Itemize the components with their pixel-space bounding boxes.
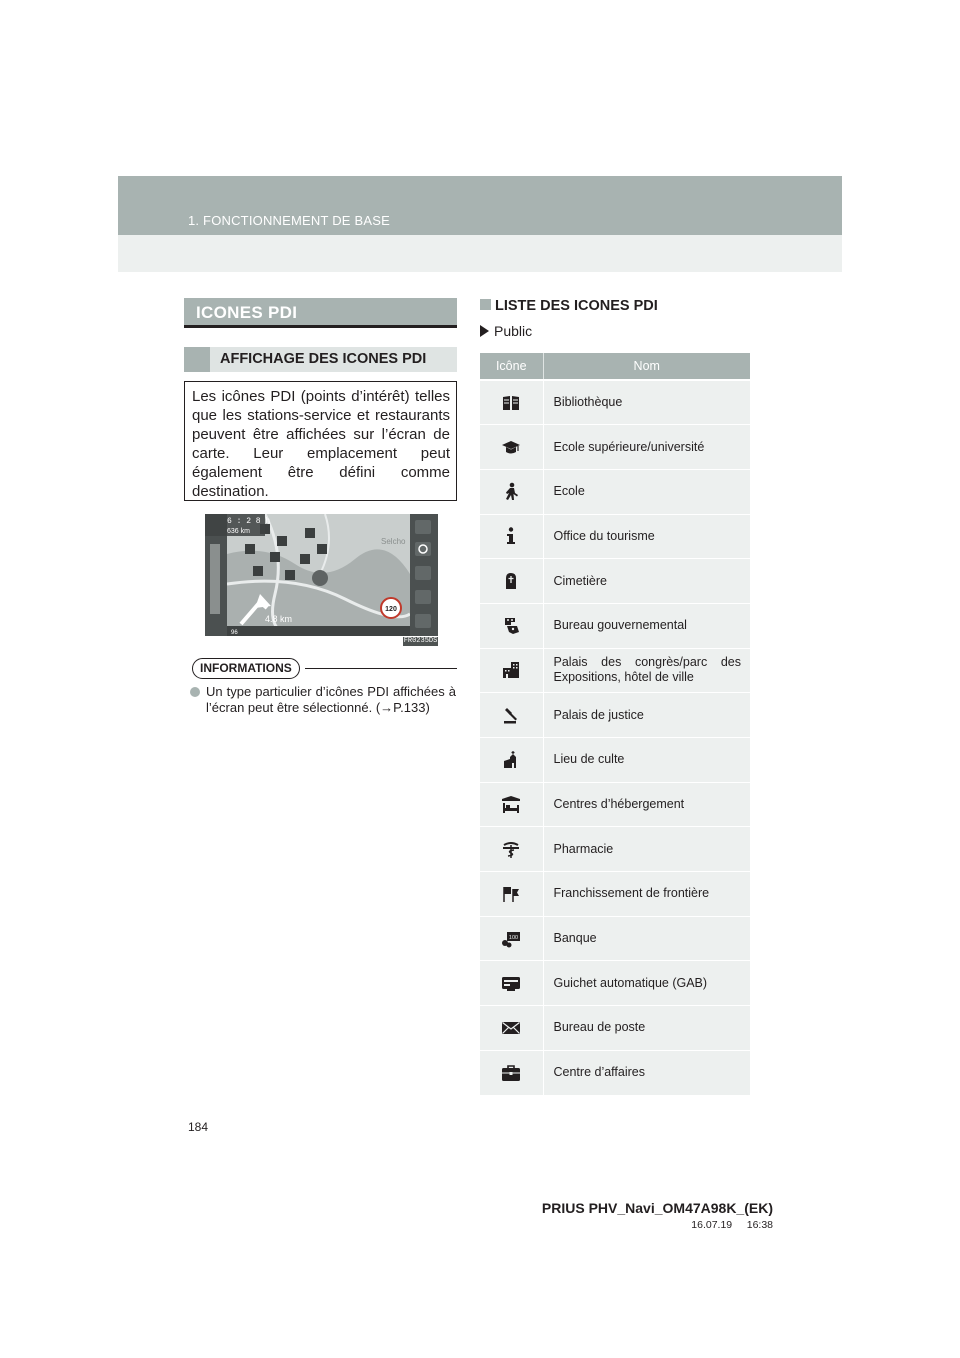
svg-text:4.8 km: 4.8 km <box>265 614 293 624</box>
info-badge: INFORMATIONS <box>192 658 300 679</box>
poi-name: Pharmacie <box>543 827 750 872</box>
svg-text:100: 100 <box>509 934 519 941</box>
government-building-icon <box>501 616 521 636</box>
bullet-icon <box>190 687 200 697</box>
intro-text: Les icônes PDI (points d’intérêt) telles que les stations-service et restaurants peuvent être affichées sur l’écran de carte. Leur emplacement peut également être défini comme destination. <box>192 388 450 500</box>
column-header-name: Nom <box>543 353 750 380</box>
city-hall-icon <box>501 660 521 680</box>
square-bullet-icon <box>480 299 491 310</box>
table-header-row <box>480 353 750 380</box>
svg-text:636 km: 636 km <box>227 528 250 535</box>
poi-name: Ecole <box>543 469 750 514</box>
svg-text:120: 120 <box>385 606 397 613</box>
poi-name: Palais des congrès/parc des Expositions, hôtel de ville <box>543 648 750 693</box>
poi-name: Office du tourisme <box>543 514 750 559</box>
poi-name: Bureau de poste <box>543 1006 750 1051</box>
church-icon <box>501 750 521 770</box>
map-illustration <box>205 514 438 636</box>
list-title: LISTE DES ICONES PDI <box>480 298 658 314</box>
poi-name: Palais de justice <box>543 693 750 738</box>
subsection-title: AFFICHAGE DES ICONES PDI <box>184 347 457 372</box>
pharmacy-icon <box>501 839 521 859</box>
table-row <box>480 603 750 648</box>
table-row <box>480 916 750 961</box>
section-title: ICONES PDI <box>184 298 457 328</box>
info-icon <box>501 526 521 546</box>
svg-text:6 : 2 8 h: 6 : 2 8 h <box>227 517 271 526</box>
table-row <box>480 469 750 514</box>
svg-text:96: 96 <box>231 630 238 636</box>
subsection-marker <box>184 347 210 372</box>
poi-table <box>480 353 750 1095</box>
table-row <box>480 693 750 738</box>
poi-name: Cimetière <box>543 559 750 604</box>
poi-name: Franchissement de frontière <box>543 872 750 917</box>
bank-notes-icon <box>501 929 521 949</box>
figure-code: FR0235DS <box>403 637 438 645</box>
info-item <box>190 684 456 716</box>
poi-name: Lieu de culte <box>543 738 750 783</box>
atm-icon <box>501 973 521 993</box>
table-row <box>480 827 750 872</box>
table-row <box>480 514 750 559</box>
triangle-bullet-icon <box>480 325 489 337</box>
table-row <box>480 738 750 783</box>
svg-text:Selcho: Selcho <box>381 537 406 546</box>
poi-name: Banque <box>543 916 750 961</box>
table-row <box>480 961 750 1006</box>
category-label: Public <box>480 323 532 339</box>
envelope-icon <box>501 1018 521 1038</box>
bed-icon <box>501 795 521 815</box>
walking-child-icon <box>501 482 521 502</box>
table-row <box>480 782 750 827</box>
column-header-icon: Icône <box>480 353 543 380</box>
map-screenshot <box>205 514 438 636</box>
poi-name: Centres d’hébergement <box>543 782 750 827</box>
poi-name: Ecole supérieure/université <box>543 425 750 470</box>
table-row <box>480 380 750 425</box>
gavel-icon <box>501 705 521 725</box>
page-number: 184 <box>188 1120 209 1134</box>
border-flags-icon <box>501 884 521 904</box>
info-divider <box>305 668 457 669</box>
document-timestamp: 16.07.19 16:38 <box>691 1219 773 1231</box>
briefcase-icon <box>501 1063 521 1083</box>
table-row <box>480 1006 750 1051</box>
table-row <box>480 559 750 604</box>
tombstone-icon <box>501 571 521 591</box>
poi-name: Centre d’affaires <box>543 1050 750 1095</box>
intro-box <box>184 381 457 501</box>
document-id: PRIUS PHV_Navi_OM47A98K_(EK) <box>541 1200 773 1216</box>
poi-name: Bureau gouvernemental <box>543 603 750 648</box>
poi-name: Bibliothèque <box>543 380 750 425</box>
table-row <box>480 1050 750 1095</box>
table-row <box>480 648 750 693</box>
table-row <box>480 872 750 917</box>
book-icon <box>501 393 521 413</box>
info-text: Un type particulier d’icônes PDI affichées à l’écran peut être sélectionné. (→P.133) <box>206 684 456 715</box>
poi-name: Guichet automatique (GAB) <box>543 961 750 1006</box>
table-row <box>480 425 750 470</box>
graduation-cap-icon <box>501 437 521 457</box>
chapter-title: 1. FONCTIONNEMENT DE BASE <box>188 213 390 228</box>
